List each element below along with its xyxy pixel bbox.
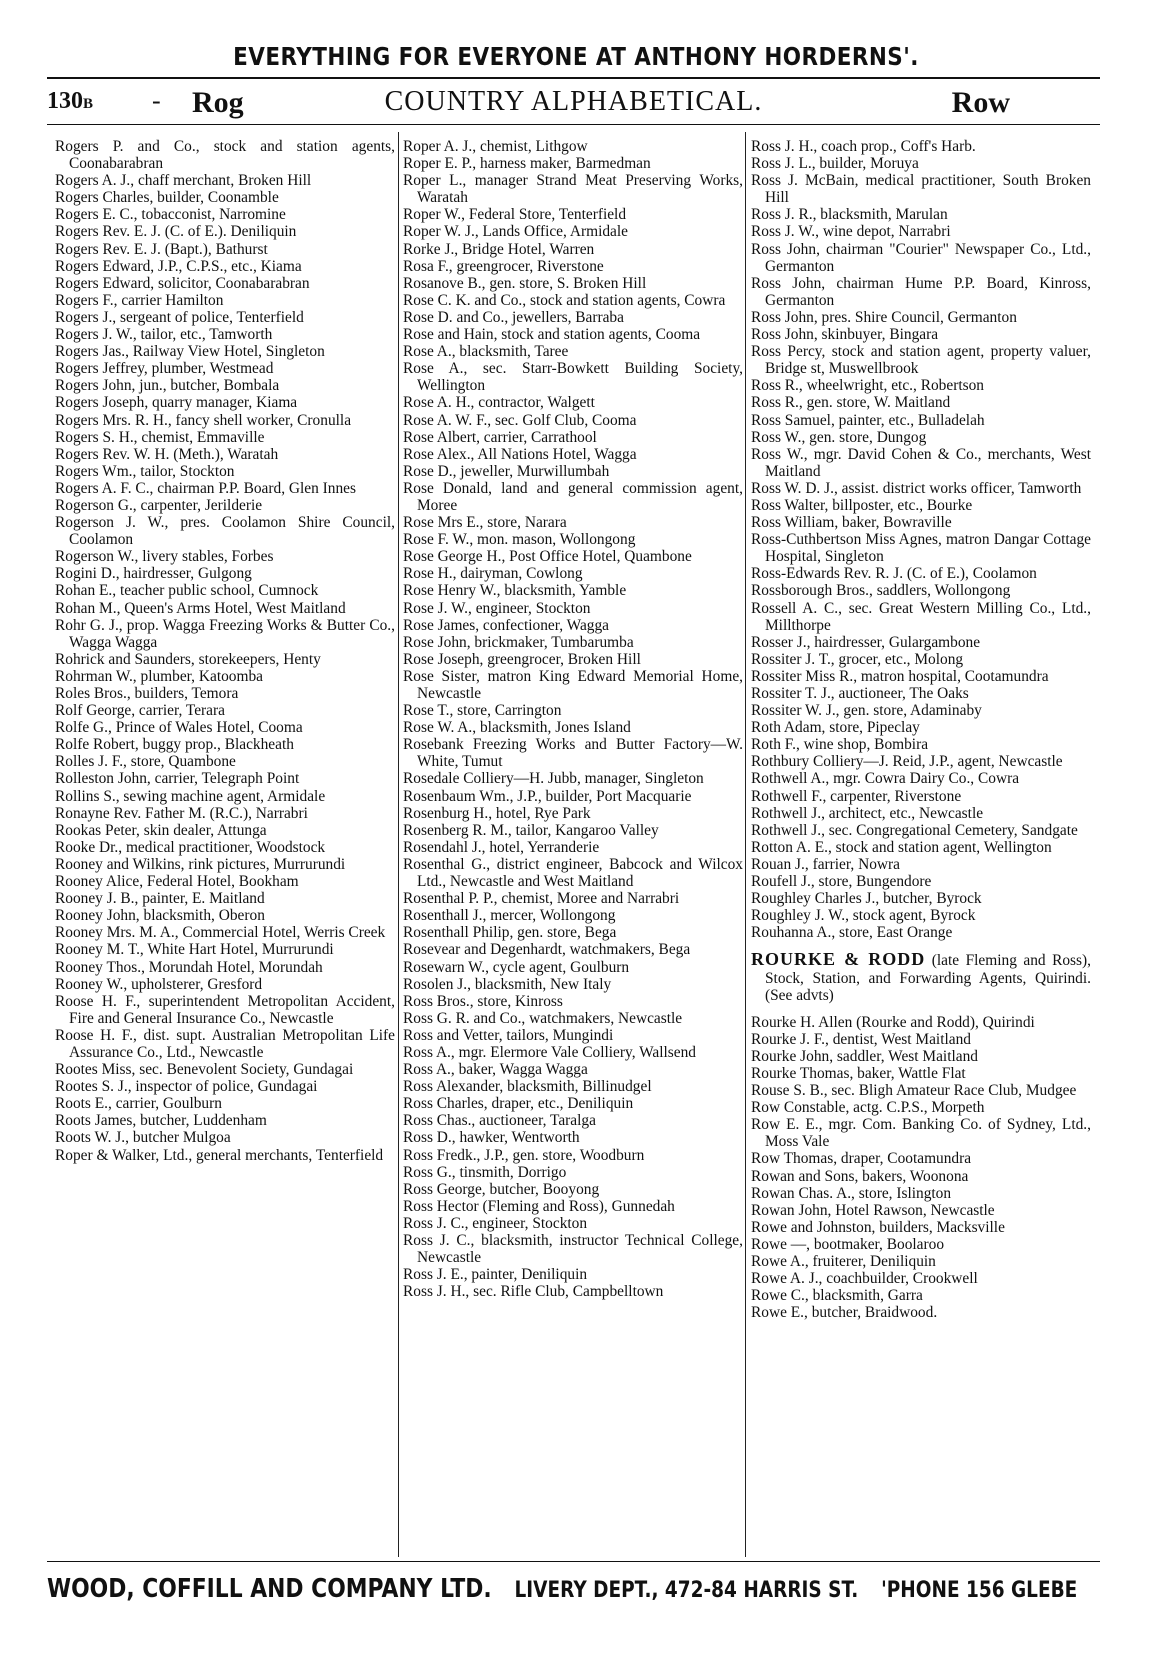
directory-entry: Rogini D., hairdresser, Gulgong bbox=[55, 565, 252, 583]
footer-address: LIVERY DEPT., 472-84 HARRIS ST. bbox=[514, 1578, 859, 1603]
section-title: COUNTRY ALPHABETICAL. bbox=[384, 86, 763, 117]
directory-entry: Rowe —, bootmaker, Boolaroo bbox=[751, 1235, 945, 1253]
directory-entry: Rowe A. J., coachbuilder, Crookwell bbox=[751, 1270, 978, 1288]
directory-entry: Rose and Hain, stock and station agents, Cooma bbox=[403, 326, 701, 344]
directory-entry: Ross Fredk., J.P., gen. store, Woodburn bbox=[403, 1146, 645, 1164]
directory-entry: Ross J. W., wine depot, Narrabri bbox=[751, 223, 951, 241]
directory-entry: Rogers Mrs. R. H., fancy shell worker, Cronulla bbox=[55, 411, 352, 429]
footer-rule bbox=[47, 1561, 1100, 1562]
directory-entry: Rogers Jeffrey, plumber, Westmead bbox=[55, 360, 274, 378]
directory-entry: Rosser J., hairdresser, Gulargambone bbox=[751, 633, 981, 651]
directory-entry: Ross John, skinbuyer, Bingara bbox=[751, 326, 939, 344]
directory-entry: Ross J. L., builder, Moruya bbox=[751, 155, 919, 173]
directory-entry: Roper E. P., harness maker, Barmedman bbox=[403, 155, 651, 173]
directory-entry: Rogers P. and Co., stock and station agents, Coonabarabran bbox=[55, 138, 395, 173]
directory-entry: Ross Walter, billposter, etc., Bourke bbox=[751, 496, 973, 514]
directory-entry: Roots E., carrier, Goulburn bbox=[55, 1095, 222, 1113]
directory-entry: Ross J. R., blacksmith, Marulan bbox=[751, 206, 948, 224]
directory-entry: Ross G. R. and Co., watchmakers, Newcastle bbox=[403, 1009, 683, 1027]
directory-entry: Rourke John, saddler, West Maitland bbox=[751, 1047, 978, 1065]
directory-entry: Ross J. H., sec. Rifle Club, Campbelltown bbox=[403, 1283, 664, 1301]
featured-entry-name: ROURKE & RODD bbox=[751, 949, 926, 970]
directory-entry: Rogers S. H., chemist, Emmaville bbox=[55, 428, 265, 446]
directory-entry: Rollins S., sewing machine agent, Armidale bbox=[55, 787, 326, 805]
directory-entry: Roth F., wine shop, Bombira bbox=[751, 736, 929, 754]
directory-entry: Rose H., dairyman, Cowlong bbox=[403, 565, 583, 583]
directory-entry: Rose J. W., engineer, Stockton bbox=[403, 599, 591, 617]
directory-entry: Rouan J., farrier, Nowra bbox=[751, 855, 900, 873]
directory-entry: Rogers F., carrier Hamilton bbox=[55, 291, 224, 309]
directory-entry: Rooney John, blacksmith, Oberon bbox=[55, 907, 265, 925]
directory-entry: Ross R., wheelwright, etc., Robertson bbox=[751, 377, 984, 395]
directory-entry: Row Constable, actg. C.P.S., Morpeth bbox=[751, 1099, 985, 1117]
directory-entry: Rose Henry W., blacksmith, Yamble bbox=[403, 582, 627, 600]
directory-entry: Rootes S. J., inspector of police, Gundagai bbox=[55, 1078, 318, 1096]
directory-entry: Rooney W., upholsterer, Gresford bbox=[55, 975, 263, 993]
directory-entry: Rogers Rev. W. H. (Meth.), Waratah bbox=[55, 445, 279, 463]
directory-entry: Rossiter Miss R., matron hospital, Cootamundra bbox=[751, 667, 1049, 685]
directory-entry: Rothwell J., architect, etc., Newcastle bbox=[751, 804, 984, 822]
directory-entry: Rogers Edward, J.P., C.P.S., etc., Kiama bbox=[55, 257, 302, 275]
directory-entry: Roughley J. W., stock agent, Byrock bbox=[751, 907, 976, 925]
directory-entry: Roper L., manager Strand Meat Preserving Works, Waratah bbox=[403, 172, 743, 207]
column-divider bbox=[398, 132, 399, 1557]
directory-entry: Rolles J. F., store, Quambone bbox=[55, 753, 236, 771]
directory-entry: Rogers Edward, solicitor, Coonabarabran bbox=[55, 274, 310, 292]
directory-entry: Rose A., sec. Starr-Bowkett Building Society, Wellington bbox=[403, 360, 743, 395]
directory-column-3 bbox=[751, 138, 1091, 1553]
directory-entry: Rose A. H., contractor, Walgett bbox=[403, 394, 595, 412]
directory-entry: Rogers Charles, builder, Coonamble bbox=[55, 189, 279, 207]
directory-entry: Rose C. K. and Co., stock and station agents, Cowra bbox=[403, 291, 726, 309]
directory-entry: Row E. E., mgr. Com. Banking Co. of Sydney, Ltd., Moss Vale bbox=[751, 1116, 1091, 1151]
directory-entry: Roughley Charles J., butcher, Byrock bbox=[751, 890, 982, 908]
directory-entry: Rohan M., Queen's Arms Hotel, West Maitland bbox=[55, 599, 346, 617]
directory-entry: Rooney and Wilkins, rink pictures, Murrurundi bbox=[55, 855, 346, 873]
directory-entry: Rose D. and Co., jewellers, Barraba bbox=[403, 308, 624, 326]
directory-entry: Rose Alex., All Nations Hotel, Wagga bbox=[403, 445, 637, 463]
directory-entry: Roufell J., store, Bungendore bbox=[751, 873, 932, 891]
directory-entry: Rothbury Colliery—J. Reid, J.P., agent, Newcastle bbox=[751, 753, 1063, 771]
directory-entry: Rosebank Freezing Works and Butter Factory—W. White, Tumut bbox=[403, 736, 743, 771]
directory-entry: Ross William, baker, Bowraville bbox=[751, 514, 952, 532]
directory-entry: Ross R., gen. store, W. Maitland bbox=[751, 394, 951, 412]
directory-entry: Rose A., blacksmith, Taree bbox=[403, 343, 569, 361]
directory-entry: Roper & Walker, Ltd., general merchants, Tenterfield bbox=[55, 1146, 384, 1164]
header-dash: - bbox=[152, 86, 161, 115]
directory-entry: Rothwell F., carpenter, Riverstone bbox=[751, 787, 962, 805]
guide-word-left: Rog bbox=[192, 86, 244, 119]
directory-entry: Rogers A. F. C., chairman P.P. Board, Glen Innes bbox=[55, 479, 357, 497]
column-divider bbox=[745, 132, 746, 1557]
directory-entry: Rosanove B., gen. store, S. Broken Hill bbox=[403, 274, 647, 292]
directory-entry: Rose Joseph, greengrocer, Broken Hill bbox=[403, 650, 641, 668]
directory-entry: Rosenthall J., mercer, Wollongong bbox=[403, 907, 616, 925]
directory-entry: Ross A., baker, Wagga Wagga bbox=[403, 1061, 588, 1079]
directory-entry: Rosenthal G., district engineer, Babcock and Wilcox Ltd., Newcastle and West Maitland bbox=[403, 855, 743, 891]
header-rule bbox=[47, 124, 1100, 125]
directory-entry: Rose A. W. F., sec. Golf Club, Cooma bbox=[403, 411, 637, 429]
directory-entry: Rose T., store, Carrington bbox=[403, 702, 562, 720]
directory-entry: Rose George H., Post Office Hotel, Quambone bbox=[403, 548, 692, 566]
directory-entry: Rouhanna A., store, East Orange bbox=[751, 924, 953, 942]
directory-entry: Ross John, chairman "Courier" Newspaper Co., Ltd., Germanton bbox=[751, 240, 1091, 275]
directory-entry: Rose W. A., blacksmith, Jones Island bbox=[403, 719, 631, 737]
directory-entry: Ronayne Rev. Father M. (R.C.), Narrabri bbox=[55, 804, 308, 822]
directory-entry: Rogers John, jun., butcher, Bombala bbox=[55, 377, 280, 395]
directory-entry: Rooney Alice, Federal Hotel, Bookham bbox=[55, 873, 299, 891]
directory-entry: Rohrick and Saunders, storekeepers, Henty bbox=[55, 650, 321, 668]
directory-entry: Roper W., Federal Store, Tenterfield bbox=[403, 206, 627, 224]
directory-entry: Ross A., mgr. Elermore Vale Colliery, Wallsend bbox=[403, 1043, 696, 1061]
top-rule bbox=[47, 77, 1100, 79]
directory-entry: Rogers E. C., tobacconist, Narromine bbox=[55, 206, 286, 224]
directory-entry: Ross J. McBain, medical practitioner, South Broken Hill bbox=[751, 172, 1091, 207]
directory-entry: Rossborough Bros., saddlers, Wollongong bbox=[751, 582, 1011, 600]
directory-entry: Rothwell A., mgr. Cowra Dairy Co., Cowra bbox=[751, 770, 1020, 788]
directory-entry: Rourke Thomas, baker, Wattle Flat bbox=[751, 1064, 966, 1082]
directory-entry: Rose James, confectioner, Wagga bbox=[403, 616, 609, 634]
directory-entry: Rose Mrs E., store, Narara bbox=[403, 514, 567, 532]
directory-entry: Rosedale Colliery—H. Jubb, manager, Singleton bbox=[403, 770, 704, 788]
directory-entry: Rogers Wm., tailor, Stockton bbox=[55, 462, 235, 480]
directory-entry: Rosenberg R. M., tailor, Kangaroo Valley bbox=[403, 821, 659, 839]
directory-entry: Roose H. F., dist. supt. Australian Metropolitan Life Assurance Co., Ltd., Newcastle bbox=[55, 1026, 395, 1061]
directory-entry: Rotton A. E., stock and station agent, Wellington bbox=[751, 838, 1052, 856]
directory-entry: Roots James, butcher, Luddenham bbox=[55, 1112, 267, 1130]
directory-entry: Ross Charles, draper, etc., Deniliquin bbox=[403, 1095, 634, 1113]
footer-phone: 'PHONE 156 GLEBE bbox=[881, 1578, 1078, 1603]
directory-entry: Ross W., mgr. David Cohen & Co., merchants, West Maitland bbox=[751, 445, 1091, 480]
directory-entry: Rogerson W., livery stables, Forbes bbox=[55, 548, 274, 566]
directory-entry: Row Thomas, draper, Cootamundra bbox=[751, 1150, 972, 1168]
directory-entry: Rosa F., greengrocer, Riverstone bbox=[403, 257, 604, 275]
directory-entry: Ross-Edwards Rev. R. J. (C. of E.), Coolamon bbox=[751, 565, 1037, 583]
directory-entry: Rosenthal P. P., chemist, Moree and Narrabri bbox=[403, 890, 680, 908]
directory-entry: Roles Bros., builders, Temora bbox=[55, 685, 239, 702]
directory-entry: Ross Chas., auctioneer, Taralga bbox=[403, 1112, 596, 1130]
directory-column-1 bbox=[55, 138, 395, 1553]
directory-entry: Ross Bros., store, Kinross bbox=[403, 992, 563, 1010]
directory-entry: Rosenburg H., hotel, Rye Park bbox=[403, 804, 591, 822]
directory-entry: Rothwell J., sec. Congregational Cemetery, Sandgate bbox=[751, 821, 1078, 839]
directory-entry: Rogers J. W., tailor, etc., Tamworth bbox=[55, 326, 273, 344]
directory-entry: Rose D., jeweller, Murwillumbah bbox=[403, 462, 610, 480]
directory-entry: Ross G., tinsmith, Dorrigo bbox=[403, 1163, 567, 1181]
directory-entry: Rooney Thos., Morundah Hotel, Morundah bbox=[55, 958, 323, 976]
directory-entry: Rossiter J. T., grocer, etc., Molong bbox=[751, 650, 964, 668]
directory-entry: Rowe E., butcher, Braidwood. bbox=[751, 1304, 938, 1322]
directory-entry: Roth Adam, store, Pipeclay bbox=[751, 719, 920, 737]
directory-entry: Rose F. W., mon. mason, Wollongong bbox=[403, 531, 636, 549]
directory-entry: Rowe A., fruiterer, Deniliquin bbox=[751, 1253, 936, 1270]
footer-advert bbox=[47, 1574, 1078, 1604]
directory-entry: Rouse S. B., sec. Bligh Amateur Race Club, Mudgee bbox=[751, 1082, 1077, 1100]
featured-entry-text: (late Fleming and Ross), Stock, Station, and Forwarding Agents, Quirindi. (See advts) bbox=[765, 952, 1091, 1004]
directory-entry: Ross John, pres. Shire Council, Germanton bbox=[751, 308, 1017, 326]
directory-entry: Rose Albert, carrier, Carrathool bbox=[403, 428, 597, 446]
directory-entry: Rohan E., teacher public school, Cumnock bbox=[55, 582, 319, 600]
directory-entry: Ross W. D. J., assist. district works officer, Tamworth bbox=[751, 479, 1082, 497]
directory-entry: Rossiter T. J., auctioneer, The Oaks bbox=[751, 685, 969, 702]
directory-entry: Rosevear and Degenhardt, watchmakers, Bega bbox=[403, 941, 691, 959]
directory-entry: Rogerson G., carpenter, Jerilderie bbox=[55, 496, 263, 514]
directory-entry: Ross George, butcher, Booyong bbox=[403, 1180, 600, 1198]
directory-entry: Rourke H. Allen (Rourke and Rodd), Quirindi bbox=[751, 1013, 1035, 1031]
directory-entry: Rowe C., blacksmith, Garra bbox=[751, 1287, 923, 1305]
directory-entry: Ross-Cuthbertson Miss Agnes, matron Dangar Cottage Hospital, Singleton bbox=[751, 531, 1091, 566]
directory-entry: Rosendahl J., hotel, Yerranderie bbox=[403, 838, 600, 856]
directory-entry: Rose Sister, matron King Edward Memorial Home, Newcastle bbox=[403, 667, 743, 702]
directory-entry: Rolf George, carrier, Terara bbox=[55, 702, 225, 720]
directory-entry: Ross J. E., painter, Deniliquin bbox=[403, 1266, 588, 1284]
directory-entry: Rosenbaum Wm., J.P., builder, Port Macquarie bbox=[403, 787, 692, 805]
directory-entry: Rosolen J., blacksmith, New Italy bbox=[403, 975, 612, 993]
directory-entry: Rolleston John, carrier, Telegraph Point bbox=[55, 770, 300, 788]
directory-entry: Roper A. J., chemist, Lithgow bbox=[403, 138, 588, 155]
page-header bbox=[47, 86, 1100, 120]
directory-entry: Rootes Miss, sec. Benevolent Society, Gundagai bbox=[55, 1061, 354, 1079]
featured-entry bbox=[751, 951, 1091, 1003]
directory-entry: Rogers Jas., Railway View Hotel, Singleton bbox=[55, 343, 325, 361]
directory-entry: Ross Hector (Fleming and Ross), Gunnedah bbox=[403, 1197, 675, 1215]
directory-entry: Rooney M. T., White Hart Hotel, Murrurundi bbox=[55, 941, 334, 959]
directory-entry: Rogerson J. W., pres. Coolamon Shire Council, Coolamon bbox=[55, 514, 395, 549]
directory-entry: Rowan Chas. A., store, Islington bbox=[751, 1184, 952, 1202]
directory-entry: Rosenthall Philip, gen. store, Bega bbox=[403, 924, 617, 942]
directory-entry: Ross J. C., blacksmith, instructor Technical College, Newcastle bbox=[403, 1232, 743, 1267]
directory-entry: Ross W., gen. store, Dungog bbox=[751, 428, 927, 446]
directory-entry: Roots W. J., butcher Mulgoa bbox=[55, 1129, 231, 1147]
directory-entry: Rooke Dr., medical practitioner, Woodstock bbox=[55, 838, 326, 856]
directory-column-2 bbox=[403, 138, 743, 1553]
directory-entry: Ross Percy, stock and station agent, property valuer, Bridge st, Muswellbrook bbox=[751, 343, 1091, 378]
directory-entry: Ross J. C., engineer, Stockton bbox=[403, 1214, 588, 1232]
directory-entry: Rossell A. C., sec. Great Western Milling Co., Ltd., Millthorpe bbox=[751, 599, 1091, 634]
guide-word-right: Row bbox=[951, 86, 1010, 119]
directory-entry: Rookas Peter, skin dealer, Attunga bbox=[55, 821, 267, 839]
directory-entry: Rogers A. J., chaff merchant, Broken Hill bbox=[55, 172, 312, 190]
directory-entry: Rourke J. F., dentist, West Maitland bbox=[751, 1030, 971, 1048]
directory-entry: Ross Alexander, blacksmith, Billinudgel bbox=[403, 1078, 652, 1096]
directory-entry: Rogers Rev. E. J. (C. of E.). Deniliquin bbox=[55, 223, 297, 241]
directory-entry: Rolfe Robert, buggy prop., Blackheath bbox=[55, 736, 294, 754]
directory-entry: Rogers Rev. E. J. (Bapt.), Bathurst bbox=[55, 240, 268, 258]
directory-entry: Rose Donald, land and general commission agent, Moree bbox=[403, 479, 743, 514]
directory-entry: Rorke J., Bridge Hotel, Warren bbox=[403, 240, 595, 258]
top-banner: EVERYTHING FOR EVERYONE AT ANTHONY HORDERNS'. bbox=[233, 42, 919, 71]
directory-entry: Roper W. J., Lands Office, Armidale bbox=[403, 223, 628, 241]
directory-entry: Ross Samuel, painter, etc., Bulladelah bbox=[751, 411, 985, 429]
directory-entry: Rose John, brickmaker, Tumbarumba bbox=[403, 633, 634, 651]
page-number: 130B bbox=[47, 88, 94, 114]
footer-company: WOOD, COFFILL AND COMPANY LTD. bbox=[47, 1574, 492, 1604]
directory-entry: Rogers Joseph, quarry manager, Kiama bbox=[55, 394, 298, 412]
directory-entry: Ross John, chairman Hume P.P. Board, Kinross, Germanton bbox=[751, 274, 1091, 309]
directory-entry: Rohrman W., plumber, Katoomba bbox=[55, 667, 263, 685]
directory-entry: Rogers J., sergeant of police, Tenterfield bbox=[55, 308, 304, 326]
directory-entry: Rooney J. B., painter, E. Maitland bbox=[55, 890, 265, 908]
directory-entry: Ross J. H., coach prop., Coff's Harb. bbox=[751, 138, 976, 155]
directory-entry: Rowan John, Hotel Rawson, Newcastle bbox=[751, 1201, 995, 1219]
directory-entry: Rowan and Sons, bakers, Woonona bbox=[751, 1167, 969, 1185]
directory-entry: Rolfe G., Prince of Wales Hotel, Cooma bbox=[55, 719, 303, 737]
directory-entry: Roose H. F., superintendent Metropolitan Accident, Fire and General Insurance Co., Newcastle bbox=[55, 992, 395, 1027]
directory-entry: Rosewarn W., cycle agent, Goulburn bbox=[403, 958, 630, 976]
directory-entry: Ross D., hawker, Wentworth bbox=[403, 1129, 580, 1147]
directory-entry: Rohr G. J., prop. Wagga Freezing Works & Butter Co., Wagga Wagga bbox=[55, 616, 395, 651]
directory-entry: Rossiter W. J., gen. store, Adaminaby bbox=[751, 702, 982, 720]
directory-entry: Ross and Vetter, tailors, Mungindi bbox=[403, 1026, 614, 1044]
directory-entry: Rowe and Johnston, builders, Macksville bbox=[751, 1218, 1005, 1236]
directory-entry: Rooney Mrs. M. A., Commercial Hotel, Werris Creek bbox=[55, 924, 386, 942]
